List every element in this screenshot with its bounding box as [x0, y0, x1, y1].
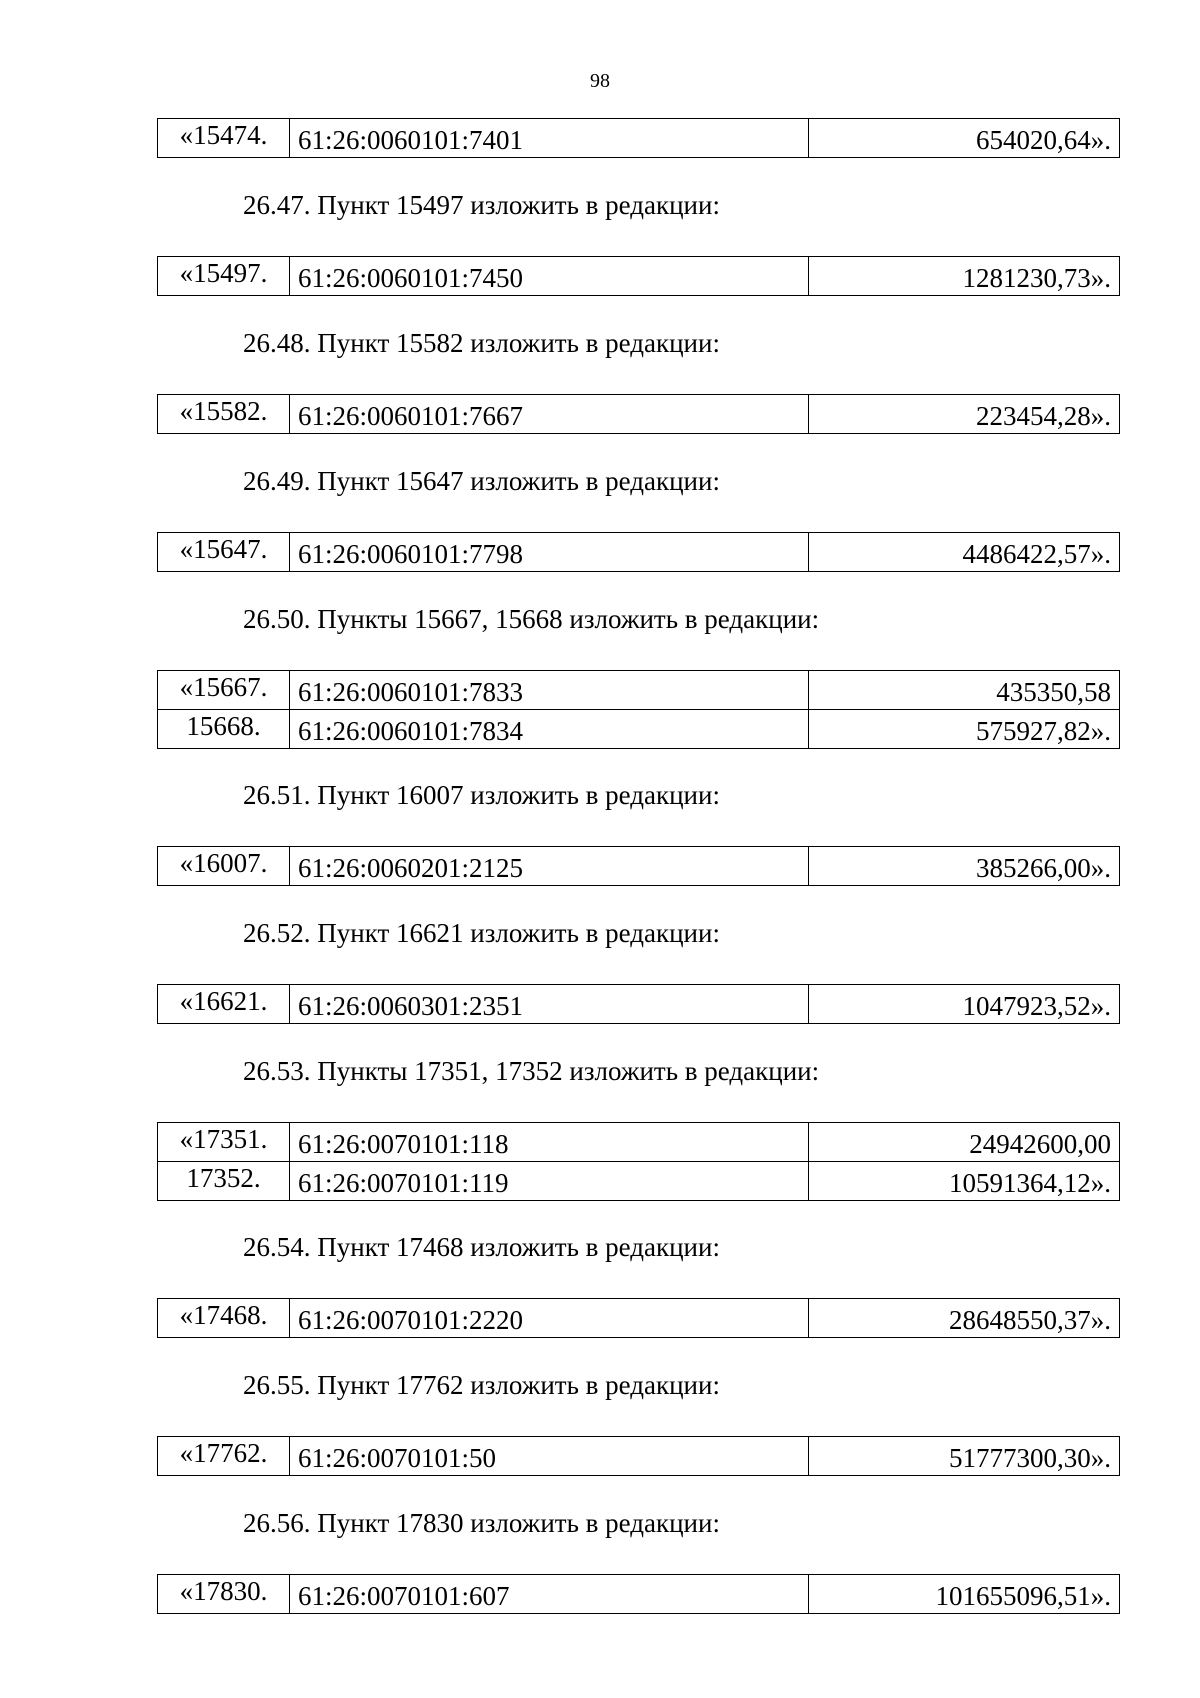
item-number-cell: «15474. — [158, 119, 290, 158]
page-number: 98 — [590, 70, 610, 92]
amendment-table — [157, 532, 1120, 572]
cadastral-number-cell: 61:26:0060101:7401 — [290, 119, 809, 158]
cadastral-number-cell: 61:26:0060101:7667 — [290, 395, 809, 434]
instruction-text: 26.49. Пункт 15647 изложить в редакции: — [243, 466, 720, 496]
value-cell: 654020,64». — [809, 119, 1120, 158]
cadastral-number-cell: 61:26:0070101:119 — [290, 1162, 809, 1201]
cadastral-number-cell: 61:26:0060101:7834 — [290, 710, 809, 749]
value-cell: 24942600,00 — [809, 1123, 1120, 1162]
amendment-table — [157, 1298, 1120, 1338]
amendment-table — [157, 394, 1120, 434]
table-row — [158, 985, 1120, 1024]
table-row — [158, 1162, 1120, 1201]
item-number-cell: «17468. — [158, 1299, 290, 1338]
table-row — [158, 671, 1120, 710]
table-row — [158, 395, 1120, 434]
table-row — [158, 1575, 1120, 1614]
item-number-cell: «15647. — [158, 533, 290, 572]
value-cell: 51777300,30». — [809, 1437, 1120, 1476]
item-number-cell: «15497. — [158, 257, 290, 296]
value-cell: 28648550,37». — [809, 1299, 1120, 1338]
amendment-table — [157, 118, 1120, 158]
cadastral-number-cell: 61:26:0070101:607 — [290, 1575, 809, 1614]
instruction-text: 26.53. Пункты 17351, 17352 изложить в редакции: — [243, 1056, 820, 1086]
item-number-cell: «16621. — [158, 985, 290, 1024]
value-cell: 385266,00». — [809, 847, 1120, 886]
value-cell: 1281230,73». — [809, 257, 1120, 296]
value-cell: 10591364,12». — [809, 1162, 1120, 1201]
instruction-text: 26.52. Пункт 16621 изложить в редакции: — [243, 918, 720, 948]
cadastral-number-cell: 61:26:0060101:7833 — [290, 671, 809, 710]
table-row — [158, 257, 1120, 296]
item-number-cell: «17762. — [158, 1437, 290, 1476]
table-row — [158, 710, 1120, 749]
cadastral-number-cell: 61:26:0070101:50 — [290, 1437, 809, 1476]
instruction-text: 26.55. Пункт 17762 изложить в редакции: — [243, 1370, 720, 1400]
instruction-text: 26.48. Пункт 15582 изложить в редакции: — [243, 328, 720, 358]
amendment-table — [157, 670, 1120, 749]
cadastral-number-cell: 61:26:0060101:7450 — [290, 257, 809, 296]
cadastral-number-cell: 61:26:0070101:2220 — [290, 1299, 809, 1338]
item-number-cell: «15582. — [158, 395, 290, 434]
amendment-table — [157, 1574, 1120, 1614]
cadastral-number-cell: 61:26:0060101:7798 — [290, 533, 809, 572]
value-cell: 101655096,51». — [809, 1575, 1120, 1614]
amendment-table — [157, 1436, 1120, 1476]
item-number-cell: 15668. — [158, 710, 290, 749]
instruction-text: 26.47. Пункт 15497 изложить в редакции: — [243, 190, 720, 220]
table-row — [158, 533, 1120, 572]
instruction-text: 26.51. Пункт 16007 изложить в редакции: — [243, 780, 720, 810]
table-row — [158, 1299, 1120, 1338]
item-number-cell: «17351. — [158, 1123, 290, 1162]
value-cell: 435350,58 — [809, 671, 1120, 710]
value-cell: 4486422,57». — [809, 533, 1120, 572]
item-number-cell: «16007. — [158, 847, 290, 886]
instruction-text: 26.50. Пункты 15667, 15668 изложить в редакции: — [243, 604, 820, 634]
amendment-table — [157, 846, 1120, 886]
cadastral-number-cell: 61:26:0060301:2351 — [290, 985, 809, 1024]
value-cell: 1047923,52». — [809, 985, 1120, 1024]
instruction-text: 26.54. Пункт 17468 изложить в редакции: — [243, 1232, 720, 1262]
instruction-text: 26.56. Пункт 17830 изложить в редакции: — [243, 1508, 720, 1538]
amendment-table — [157, 256, 1120, 296]
table-row — [158, 1437, 1120, 1476]
value-cell: 575927,82». — [809, 710, 1120, 749]
item-number-cell: 17352. — [158, 1162, 290, 1201]
table-row — [158, 1123, 1120, 1162]
table-row — [158, 847, 1120, 886]
cadastral-number-cell: 61:26:0060201:2125 — [290, 847, 809, 886]
cadastral-number-cell: 61:26:0070101:118 — [290, 1123, 809, 1162]
value-cell: 223454,28». — [809, 395, 1120, 434]
amendment-table — [157, 1122, 1120, 1201]
table-row — [158, 119, 1120, 158]
amendment-table — [157, 984, 1120, 1024]
item-number-cell: «17830. — [158, 1575, 290, 1614]
item-number-cell: «15667. — [158, 671, 290, 710]
